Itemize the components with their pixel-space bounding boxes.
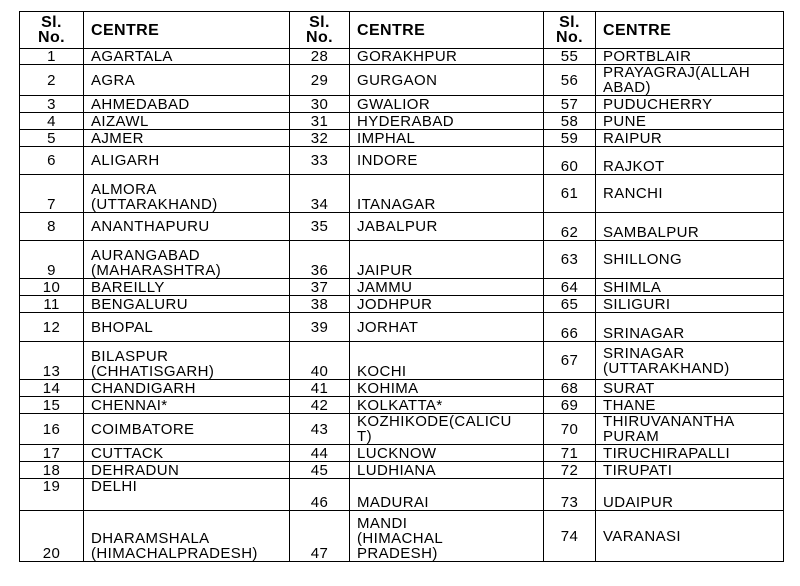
centre-name-cell: KOLKATTA* [350,397,544,414]
centre-name-cell: IMPHAL [350,130,544,147]
header-centre-label: CENTRE [357,21,426,39]
centre-name-cell: CUTTACK [84,445,290,462]
centre-name-cell: SAMBALPUR [596,213,784,241]
centre-name-cell: BAREILLY [84,279,290,296]
table-row [20,414,784,445]
sl-no-cell: 13 [20,342,84,380]
sl-no-cell: 74 [544,511,596,562]
sl-no-cell: 47 [290,511,350,562]
sl-no-cell: 35 [290,213,350,241]
header-centre [350,12,544,49]
sl-no-cell: 70 [544,414,596,445]
centre-name-cell: PUNE [596,113,784,130]
centre-name-cell: MADURAI [350,479,544,511]
header-sl-no-label: Sl. No. [38,14,65,46]
header-sl-no-label: Sl. No. [556,14,583,46]
table-row [20,213,784,241]
centre-name-cell: DHARAMSHALA (HIMACHALPRADESH) [84,511,290,562]
centre-name-cell: BENGALURU [84,296,290,313]
sl-no-cell: 55 [544,49,596,65]
centre-name-cell: JAIPUR [350,241,544,279]
header-centre [84,12,290,49]
sl-no-cell: 61 [544,175,596,213]
table-row [20,130,784,147]
centre-name-cell: GORAKHPUR [350,49,544,65]
sl-no-cell: 72 [544,462,596,479]
centre-name-cell: ALMORA (UTTARAKHAND) [84,175,290,213]
table-row [20,342,784,380]
centre-name-cell: KOCHI [350,342,544,380]
centre-name-cell: SHILLONG [596,241,784,279]
centres-table [19,11,784,562]
centre-name-cell: AIZAWL [84,113,290,130]
sl-no-cell: 40 [290,342,350,380]
centre-name-cell: SRINAGAR [596,313,784,342]
centre-name-cell: SHIMLA [596,279,784,296]
centre-name-cell: GURGAON [350,65,544,96]
table-row [20,241,784,279]
header-centre [596,12,784,49]
centre-name-cell: LUCKNOW [350,445,544,462]
centre-name-cell: AURANGABAD (MAHARASHTRA) [84,241,290,279]
centre-name-cell: SURAT [596,380,784,397]
centre-name-cell: ALIGARH [84,147,290,175]
centre-name-cell: LUDHIANA [350,462,544,479]
sl-no-cell: 59 [544,130,596,147]
centre-name-cell: HYDERABAD [350,113,544,130]
centre-name-cell: AGRA [84,65,290,96]
sl-no-cell: 30 [290,96,350,113]
centre-name-cell: AHMEDABAD [84,96,290,113]
table-row [20,313,784,342]
centre-name-cell: THANE [596,397,784,414]
centre-name-cell: ANANTHAPURU [84,213,290,241]
centre-name-cell: AGARTALA [84,49,290,65]
sl-no-cell: 4 [20,113,84,130]
centre-name-cell: UDAIPUR [596,479,784,511]
centre-name-cell: SRINAGAR (UTTARAKHAND) [596,342,784,380]
sl-no-cell: 6 [20,147,84,175]
sl-no-cell: 8 [20,213,84,241]
table-row [20,49,784,65]
table-body [20,49,784,562]
sl-no-cell: 60 [544,147,596,175]
header-sl-no [544,12,596,49]
centre-name-cell: JORHAT [350,313,544,342]
centre-name-cell: MANDI (HIMACHAL PRADESH) [350,511,544,562]
sl-no-cell: 7 [20,175,84,213]
sl-no-cell: 10 [20,279,84,296]
sl-no-cell: 57 [544,96,596,113]
sl-no-cell: 45 [290,462,350,479]
sl-no-cell: 42 [290,397,350,414]
sl-no-cell: 20 [20,511,84,562]
sl-no-cell: 31 [290,113,350,130]
sl-no-cell: 12 [20,313,84,342]
centre-name-cell: THIRUVANANTHA PURAM [596,414,784,445]
centre-name-cell: KOZHIKODE(CALICU T) [350,414,544,445]
sl-no-cell: 71 [544,445,596,462]
table-row [20,147,784,175]
centre-name-cell: PRAYAGRAJ(ALLAH ABAD) [596,65,784,96]
sl-no-cell: 11 [20,296,84,313]
sl-no-cell: 66 [544,313,596,342]
centre-name-cell: PORTBLAIR [596,49,784,65]
sl-no-cell: 9 [20,241,84,279]
sl-no-cell: 69 [544,397,596,414]
sl-no-cell: 14 [20,380,84,397]
centre-name-cell: AJMER [84,130,290,147]
table-row [20,96,784,113]
sl-no-cell: 29 [290,65,350,96]
sl-no-cell: 16 [20,414,84,445]
sl-no-cell: 64 [544,279,596,296]
sl-no-cell: 1 [20,49,84,65]
sl-no-cell: 5 [20,130,84,147]
centre-name-cell: KOHIMA [350,380,544,397]
centre-name-cell: DEHRADUN [84,462,290,479]
centre-name-cell: GWALIOR [350,96,544,113]
sl-no-cell: 43 [290,414,350,445]
centre-name-cell: BILASPUR (CHHATISGARH) [84,342,290,380]
table-row [20,279,784,296]
table-row [20,397,784,414]
sl-no-cell: 19 [20,479,84,511]
sl-no-cell: 33 [290,147,350,175]
sl-no-cell: 68 [544,380,596,397]
centre-name-cell: JODHPUR [350,296,544,313]
centre-name-cell: INDORE [350,147,544,175]
centre-name-cell: SILIGURI [596,296,784,313]
header-row [20,12,784,49]
header-centre-label: CENTRE [603,21,672,39]
header-sl-no [20,12,84,49]
header-sl-no-label: Sl. No. [306,14,333,46]
table-row [20,462,784,479]
table-row [20,296,784,313]
sl-no-cell: 73 [544,479,596,511]
sl-no-cell: 32 [290,130,350,147]
sl-no-cell: 36 [290,241,350,279]
sl-no-cell: 39 [290,313,350,342]
centre-name-cell: BHOPAL [84,313,290,342]
sl-no-cell: 56 [544,65,596,96]
sl-no-cell: 37 [290,279,350,296]
sl-no-cell: 18 [20,462,84,479]
sl-no-cell: 2 [20,65,84,96]
sl-no-cell: 67 [544,342,596,380]
centre-name-cell: TIRUCHIRAPALLI [596,445,784,462]
sl-no-cell: 46 [290,479,350,511]
centre-name-cell: JABALPUR [350,213,544,241]
sl-no-cell: 44 [290,445,350,462]
centre-name-cell: RANCHI [596,175,784,213]
sl-no-cell: 38 [290,296,350,313]
table-row [20,479,784,511]
header-centre-label: CENTRE [91,21,160,39]
sl-no-cell: 41 [290,380,350,397]
table-row [20,380,784,397]
centre-name-cell: TIRUPATI [596,462,784,479]
table-row [20,65,784,96]
centre-name-cell: CHENNAI* [84,397,290,414]
centre-name-cell: RAIPUR [596,130,784,147]
sl-no-cell: 65 [544,296,596,313]
sl-no-cell: 3 [20,96,84,113]
sl-no-cell: 58 [544,113,596,130]
table-row [20,175,784,213]
centre-name-cell: PUDUCHERRY [596,96,784,113]
centre-name-cell: JAMMU [350,279,544,296]
centre-name-cell: CHANDIGARH [84,380,290,397]
table-row [20,445,784,462]
sl-no-cell: 15 [20,397,84,414]
centre-name-cell: COIMBATORE [84,414,290,445]
sl-no-cell: 17 [20,445,84,462]
table-row [20,113,784,130]
sl-no-cell: 63 [544,241,596,279]
sl-no-cell: 34 [290,175,350,213]
header-sl-no [290,12,350,49]
centre-name-cell: DELHI [84,479,290,511]
centre-name-cell: ITANAGAR [350,175,544,213]
centre-name-cell: RAJKOT [596,147,784,175]
table-row [20,511,784,562]
centre-name-cell: VARANASI [596,511,784,562]
sl-no-cell: 62 [544,213,596,241]
sl-no-cell: 28 [290,49,350,65]
